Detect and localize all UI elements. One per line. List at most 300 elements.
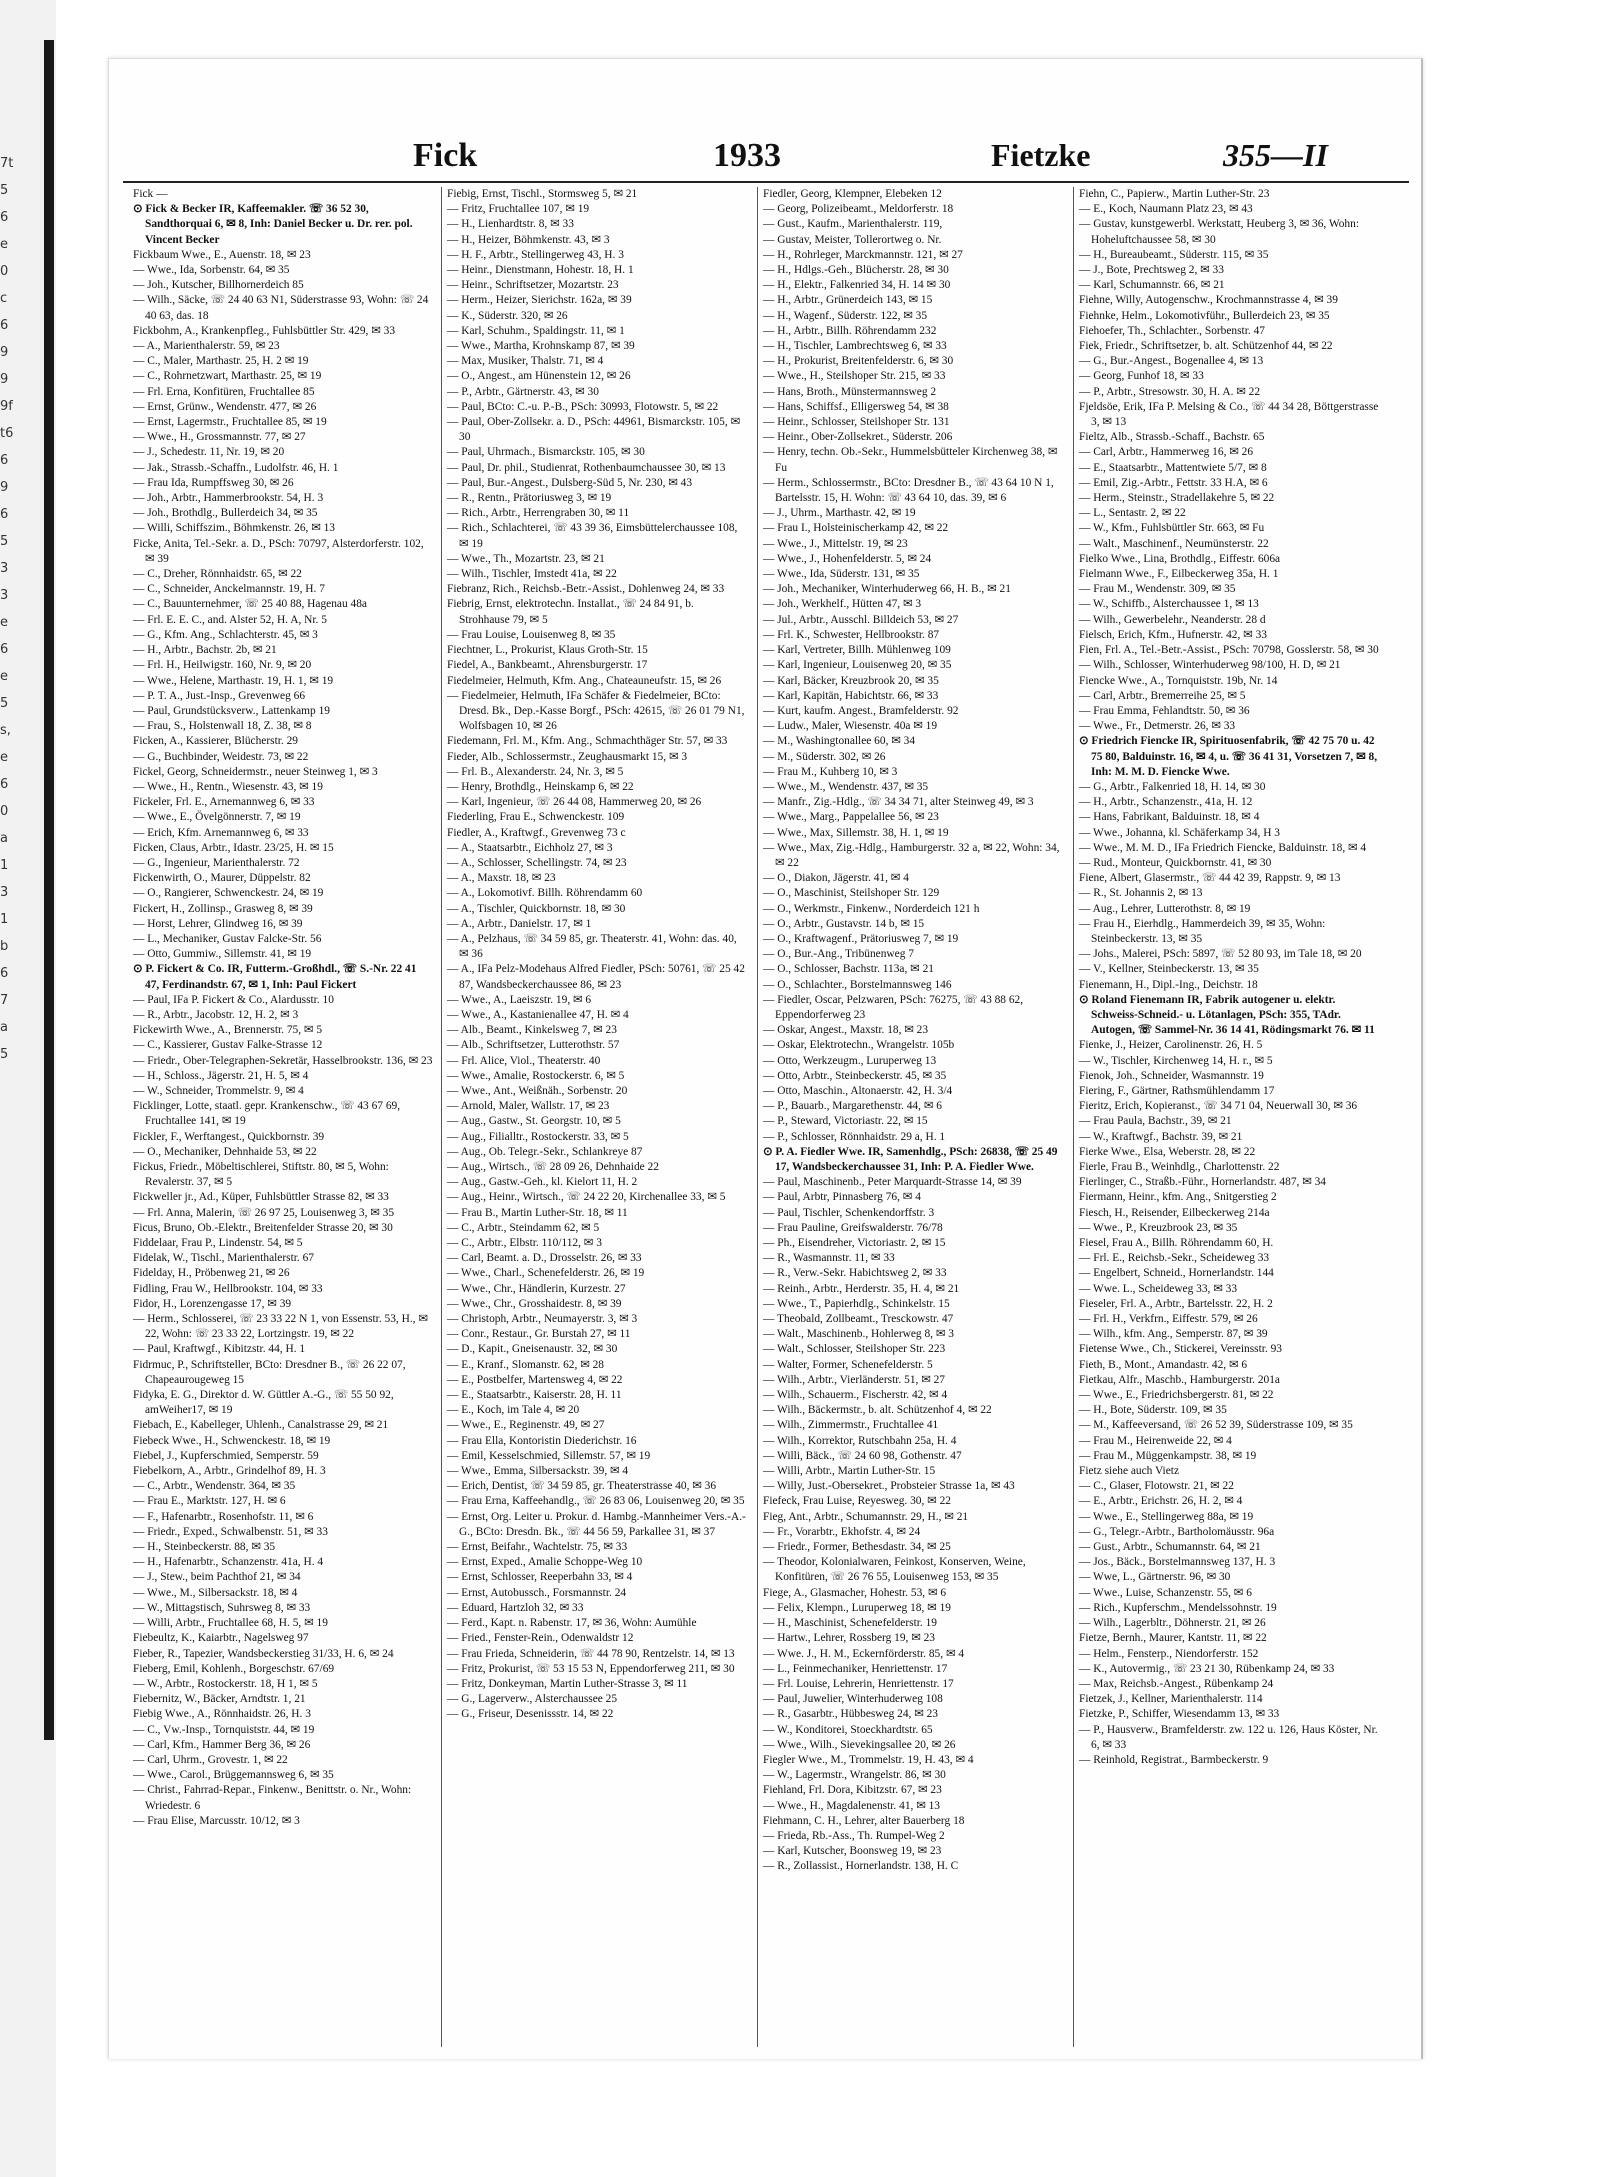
page-number: 355—II [1223,137,1328,173]
directory-entry: — Ernst, Org. Leiter u. Prokur. d. Hambg.-Mannheimer Vers.-A.-G., BCto: Dresdn. Bk., ☏ 44 56 59, Parkallee 31, ✉ 37 [447,1510,746,1538]
directory-entry: — G., Telegr.-Arbtr., Bartholomäusstr. 96a [1079,1525,1275,1538]
directory-entry: — Johs., Malerei, PSch: 5897, ☏ 52 80 93, im Tale 18, ✉ 20 [1079,948,1362,961]
directory-entry: — J., Uhrm., Marthastr. 42, ✉ 19 [763,507,916,520]
directory-entry: — Hartw., Lehrer, Rossberg 19, ✉ 23 [763,1632,936,1645]
directory-entry: — H., Elektr., Falkenried 34, H. 14 ✉ 30 [763,279,951,292]
directory-page [108,58,1423,2059]
directory-entry: — Otto, Werkzeugm., Luruperweg 13 [763,1054,937,1067]
directory-entry: — R., Wasmannstr. 11, ✉ 33 [763,1252,895,1265]
column-divider [441,187,442,2047]
column-divider [757,187,758,2047]
directory-entry: — C., Arbtr., Wendenstr. 364, ✉ 35 [133,1480,296,1493]
directory-entry: — Alb., Beamt., Kinkelsweg 7, ✉ 23 [447,1024,617,1037]
directory-entry: — Fr., Vorarbtr., Ekhofstr. 4, ✉ 24 [763,1525,921,1538]
directory-entry: — Frl. E. E. C., and. Alster 52, H. A, Nr. 5 [133,613,327,626]
directory-entry: — Gustav, kunstgewerbl. Werkstatt, Heuberg 3, ✉ 36, Wohn: Hoheluftchaussee 58, ✉ 30 [1079,218,1359,246]
directory-entry: — L., Feinmechaniker, Henriettenstr. 17 [763,1662,948,1675]
directory-entry: — Willy, Just.-Obersekret., Probsteier Strasse 1a, ✉ 43 [763,1480,1015,1493]
directory-entry: Fiehn, C., Papierw., Martin Luther-Str. 23 [1079,188,1270,200]
directory-entry: — Wwe., Wilh., Sievekingsallee 20, ✉ 26 [763,1738,956,1751]
directory-entry: — H., Bureaubeamt., Süderstr. 115, ✉ 35 [1079,248,1269,261]
directory-entry: — H., Maschinist, Schenefelderstr. 19 [763,1617,937,1630]
directory-entry: — Paul, Bur.-Angest., Dulsberg-Süd 5, Nr. 230, ✉ 43 [447,476,693,489]
directory-entry: — Fiedelmeier, Helmuth, IFa Schäfer & Fiedelmeier, BCto: Dresd. Bk., Dep.-Kasse Borgf., PSch: 42615, ☏ 26 01 79 N1, Wolfsbagen 10, ✉ 26 [447,689,745,733]
directory-entry: — Wwe., Max, Zig.-Hdlg., Hamburgerstr. 32 a, ✉ 22, Wohn: 34, ✉ 22 [763,841,1060,869]
directory-entry: — A., Pelzhaus, ☏ 34 59 85, gr. Theaterstr. 41, Wohn: das. 40, ✉ 36 [447,932,737,961]
directory-entry: — V., Kellner, Steinbeckerstr. 13, ✉ 35 [1079,963,1259,976]
directory-entry: — Alb., Schriftsetzer, Lutterothstr. 57 [447,1039,620,1052]
directory-entry: — Gust., Arbtr., Schumannstr. 64, ✉ 21 [1079,1541,1261,1554]
directory-entry: Fiebel, J., Kupferschmied, Semperstr. 59 [133,1449,319,1462]
directory-entry: — Aug., Filialltr., Rostockerstr. 33, ✉ 5 [447,1130,629,1143]
directory-entry: — Reinhold, Registrat., Barmbeckerstr. 9 [1079,1753,1269,1766]
directory-entry: — Herm., Schlosserei, ☏ 23 33 22 N 1, von Essenstr. 53, H., ✉ 22, Wohn: ☏ 23 33 22, Lortzingstr. 19, ✉ 22 [133,1313,428,1341]
directory-entry: Fierke Wwe., Elsa, Weberstr. 28, ✉ 22 [1079,1145,1256,1158]
directory-entry: — Heinr., Schlosser, Steilshoper Str. 131 [763,416,950,429]
directory-entry: Fiebeultz, K., Kaiarbtr., Nagelsweg 97 [133,1632,309,1645]
directory-entry: Fietzke, P., Schiffer, Wiesendamm 13, ✉ 33 [1079,1708,1280,1721]
directory-entry: — Wwe., E., Övelgönnerstr. 7, ✉ 19 [133,811,301,824]
directory-entry: — O., Schlosser, Bachstr. 113a, ✉ 21 [763,963,934,976]
directory-entry: — L., Mechaniker, Gustav Falcke-Str. 56 [133,932,322,945]
directory-entry: — W., Konditorei, Stoeckhardtstr. 65 [763,1723,933,1736]
directory-entry: — Carl, Arbtr., Hammerweg 16, ✉ 26 [1079,446,1254,459]
directory-entry: — Ernst, Autobussch., Forsmannstr. 24 [447,1586,627,1599]
directory-entry: Fiehmann, C. H., Lehrer, alter Bauerberg 18 [763,1814,965,1827]
directory-entry: — P., Steward, Victoriastr. 22, ✉ 15 [763,1115,928,1128]
directory-entry: Fidyka, E. G., Direktor d. W. Güttler A.-G., ☏ 55 50 92, amWeiher17, ✉ 19 [133,1389,394,1417]
directory-entry: ⊙ Friedrich Fiencke IR, Spirituosenfabrik, ☏ 42 75 70 u. 42 75 80, Balduinstr. 16, ✉ 4, u. ☏ 36 41 31, Vorsetzen 7, ✉ 8, Inh: M. M. D. Fiencke Wwe. [1079,735,1378,778]
directory-entry: — A., Staatsarbtr., Eichholz 27, ✉ 3 [447,841,613,854]
directory-entry: — Heinr., Ober-Zollsekret., Süderstr. 206 [763,431,953,444]
directory-entry: — Wwe., Ida, Süderstr. 131, ✉ 35 [763,568,920,581]
directory-entry: — P. T. A., Just.-Insp., Grevenweg 66 [133,689,306,702]
directory-entry: — Frl. B., Alexanderstr. 24, Nr. 3, ✉ 5 [447,765,624,778]
directory-entry: — Wwe., Amalie, Rostockerstr. 6, ✉ 5 [447,1069,625,1082]
directory-entry: — Wwe., H., Grossmannstr. 77, ✉ 27 [133,431,306,444]
directory-entry: — R., Rentn., Prätoriusweg 3, ✉ 19 [447,492,612,505]
directory-entry: — G., Arbtr., Falkenried 18, H. 14, ✉ 30 [1079,780,1266,793]
directory-entry: Fiechtner, L., Prokurist, Klaus Groth-Str. 15 [447,644,648,657]
directory-entry: — Wwe., J., Mittelstr. 19, ✉ 23 [763,537,908,550]
directory-entry: Fielko Wwe., Lina, Brothdlg., Eiffestr. 606a [1079,552,1281,565]
directory-entry: Fickeler, Frl. E., Arnemannweg 6, ✉ 33 [133,796,315,809]
directory-entry: — H., Steinbeckerstr. 88, ✉ 35 [133,1541,276,1554]
directory-entry: Fieritz, Erich, Kopieranst., ☏ 34 71 04, Neuerwall 30, ✉ 36 [1079,1100,1358,1113]
directory-entry: — Wilh., Bäckermstr., b. alt. Schützenhof 4, ✉ 22 [763,1404,992,1417]
directory-entry: — L., Sentastr. 2, ✉ 22 [1079,507,1186,520]
directory-entry: Fiering, F., Gärtner, Rathsmühlendamm 17 [1079,1084,1275,1097]
directory-entry: — G., Kfm. Ang., Schlachterstr. 45, ✉ 3 [133,628,318,641]
directory-entry: — Otto, Arbtr., Steinbeckerstr. 45, ✉ 35 [763,1069,947,1082]
directory-entry: — Hans, Schiffsf., Elligersweg 54, ✉ 38 [763,400,949,413]
directory-entry: — A., Schlosser, Schellingstr. 74, ✉ 23 [447,856,627,869]
directory-entry: — Wwe, L., Gärtnerstr. 96, ✉ 30 [1079,1571,1231,1584]
column-3 [763,187,1063,2047]
directory-entry: — Frl. Alice, Viol., Theaterstr. 40 [447,1054,601,1067]
directory-entry: — A., Tischler, Quickbornstr. 18, ✉ 30 [447,902,626,915]
column-1 [133,187,433,2047]
directory-entry: — Paul, IFa P. Fickert & Co., Alardusstr. 10 [133,993,334,1006]
directory-entry: Fiebach, E., Kabelleger, Uhlenh., Canalstrasse 29, ✉ 21 [133,1419,389,1432]
directory-entry: Fiedelmeier, Helmuth, Kfm. Ang., Chateauneufstr. 15, ✉ 26 [447,674,722,687]
directory-entry: — Wwe., Th., Mozartstr. 23, ✉ 21 [447,552,605,565]
directory-entry: — E., Koch, Naumann Platz 23, ✉ 43 [1079,203,1253,216]
directory-entry: — Ernst, Lagermstr., Fruchtallee 85, ✉ 19 [133,416,327,429]
directory-entry: Fickus, Friedr., Möbeltischlerei, Stiftstr. 80, ✉ 5, Wohn: Revalerstr. 37, ✉ 5 [133,1161,389,1189]
directory-entry: Fiebig, Ernst, Tischl., Stormsweg 5, ✉ 21 [447,188,638,200]
directory-entry: — F., Hafenarbtr., Rosenhofstr. 11, ✉ 6 [133,1510,314,1523]
directory-entry: — Frau Erna, Kaffeehandlg., ☏ 26 83 06, Louisenweg 20, ✉ 35 [447,1495,745,1508]
directory-entry: — Ferd., Kapt. n. Rabenstr. 17, ✉ 36, Wohn: Aumühle [447,1617,697,1630]
directory-entry: — Frau E., Marktstr. 127, H. ✉ 6 [133,1495,286,1508]
directory-entry: Ficke, Anita, Tel.-Sekr. a. D., PSch: 70797, Alsterdorferstr. 102, ✉ 39 [133,537,424,565]
directory-entry: Fietense Wwe., Ch., Stickerei, Vereinsstr. 93 [1079,1343,1282,1356]
directory-entry: — Wwe., H., Rentn., Wiesenstr. 43, ✉ 19 [133,780,323,793]
directory-entry: — Paul, Kraftwgf., Kibitzstr. 44, H. 1 [133,1343,306,1356]
directory-entry: — E., Staatsarbtr., Kaiserstr. 28, H. 11 [447,1389,622,1402]
directory-entry: — Frl. E., Reichsb.-Sekr., Scheideweg 33 [1079,1252,1270,1265]
directory-entry: — D., Kapit., Gneisenaustr. 32, ✉ 30 [447,1343,618,1356]
directory-entry: — H., Rohrleger, Marckmannstr. 121, ✉ 27 [763,248,963,261]
directory-entry: — Oskar, Elektrotechn., Wrangelstr. 105b [763,1039,955,1052]
directory-entry: — H., Schloss., Jägerstr. 21, H. 5, ✉ 4 [133,1069,309,1082]
directory-entry: — Hans, Fabrikant, Balduinstr. 18, ✉ 4 [1079,811,1260,824]
directory-entry: — P., Bauarb., Margarethenstr. 44, ✉ 6 [763,1100,942,1113]
directory-entry: — W., Lagermstr., Wrangelstr. 86, ✉ 30 [763,1769,946,1782]
directory-entry: Fiedler, Georg, Klempner, Elebeken 12 [763,188,942,200]
directory-entry: Fidelday, H., Pröbenweg 21, ✉ 26 [133,1267,290,1280]
directory-entry: — H., Tischler, Lambrechtsweg 6, ✉ 33 [763,340,947,353]
directory-entry: — E., Postbelfer, Martensweg 4, ✉ 22 [447,1373,623,1386]
directory-entry: — Gustav, Meister, Tollerortweg o. Nr. [763,233,942,246]
directory-entry: — Carl, Uhrm., Grovestr. 1, ✉ 22 [133,1753,288,1766]
directory-entry: — Aug., Wirtsch., ☏ 28 09 26, Dehnhaide 22 [447,1161,659,1173]
directory-entry: Fietze, Bernh., Maurer, Kantstr. 11, ✉ 22 [1079,1632,1267,1645]
directory-entry: — Wilh., Zimmermstr., Fruchtallee 41 [763,1419,939,1432]
directory-entry: — Wwe., T., Papierhdlg., Schinkelstr. 15 [763,1297,950,1310]
directory-entry: — Emil, Kesselschmied, Sillemstr. 57, ✉ 19 [447,1449,651,1462]
directory-entry: — Wwe., A., Kastanienallee 47, H. ✉ 4 [447,1008,629,1021]
directory-entry: — Walt., Maschinenb., Hohlerweg 8, ✉ 3 [763,1328,954,1341]
directory-entry: — Paul, BCto: C.-u. P.-B., PSch: 30993, Flotowstr. 5, ✉ 22 [447,400,719,413]
directory-entry: — Walt., Schlosser, Steilshoper Str. 223 [763,1343,946,1356]
directory-entry: — Wwe., Ida, Sorbenstr. 64, ✉ 35 [133,264,290,277]
directory-entry: — Helm., Fensterp., Niendorferstr. 152 [1079,1647,1259,1660]
directory-entry: — W., Tischler, Kirchenweg 14, H. r., ✉ 5 [1079,1054,1273,1067]
directory-entry: — Max, Reichsb.-Angest., Rübenkamp 24 [1079,1677,1274,1690]
directory-entry: — Karl, Schumannstr. 66, ✉ 21 [1079,279,1225,292]
directory-entry: — Paul, Juwelier, Winterhuderweg 108 [763,1693,943,1706]
directory-entry: — Wwe., J., Hohenfelderstr. 5, ✉ 24 [763,552,932,565]
directory-entry: — H., Hdlgs.-Geh., Blücherstr. 28, ✉ 30 [763,264,949,277]
directory-entry: — Aug., Heinr., Wirtsch., ☏ 24 22 20, Kirchenallee 33, ✉ 5 [447,1191,726,1204]
directory-entry: — Frau Louise, Louisenweg 8, ✉ 35 [447,628,616,641]
directory-entry: — Paul, Maschinenb., Peter Marquardt-Strasse 14, ✉ 39 [763,1176,1022,1189]
directory-entry: — Gust., Kaufm., Marienthalerstr. 119, [763,218,943,231]
directory-entry: — Karl, Ingenieur, Louisenweg 20, ✉ 35 [763,659,952,672]
directory-entry: Fickweller jr., Ad., Küper, Fuhlsbüttler Strasse 82, ✉ 33 [133,1191,389,1204]
directory-entry: — Fritz, Fruchtallee 107, ✉ 19 [447,203,590,216]
directory-entry: Fiebernitz, W., Bäcker, Arndtstr. 1, 21 [133,1693,306,1706]
directory-entry: — Wwe., Ant., Weißnäh., Sorbenstr. 20 [447,1084,628,1097]
directory-entry: — H., Hafenarbtr., Schanzenstr. 41a, H. 4 [133,1556,324,1569]
directory-entry: — W., Kraftwgf., Bachstr. 39, ✉ 21 [1079,1130,1243,1143]
directory-entry: — Wwe., Max, Sillemstr. 38, H. 1, ✉ 19 [763,826,949,839]
directory-entry: — Willi, Schiffszim., Böhmkenstr. 26, ✉ 13 [133,522,335,535]
directory-entry: — Aug., Ob. Telegr.-Sekr., Schlankreye 87 [447,1145,643,1158]
directory-entry: ⊙ Fick & Becker IR, Kaffeemakler. ☏ 36 52 30, Sandthorquai 6, ✉ 8, Inh: Daniel Becker u. Dr. rer. pol. Vincent Becker [133,203,413,246]
directory-entry: Fiebelkorn, A., Arbtr., Grindelhof 89, H. 3 [133,1465,326,1478]
directory-entry: — Frau M., Wendenstr. 309, ✉ 35 [1079,583,1236,596]
directory-entry: Fielsch, Erich, Kfm., Hufnerstr. 42, ✉ 33 [1079,628,1267,641]
directory-entry: Fieg, Ant., Arbtr., Schumannstr. 29, H., ✉ 21 [763,1510,969,1523]
directory-entry: — Wilh., Schauerm., Fischerstr. 42, ✉ 4 [763,1389,948,1402]
directory-entry: Fiehoefer, Th., Schlachter., Sorbenstr. 47 [1079,324,1265,337]
directory-entry: — Wilh., Säcke, ☏ 24 40 63 N1, Süderstrasse 93, Wohn: ☏ 24 40 63, das. 18 [133,294,429,322]
directory-entry: — Wwe., H., Magdalenenstr. 41, ✉ 13 [763,1799,940,1812]
directory-entry: — Karl, Kapitän, Habichtstr. 66, ✉ 33 [763,689,939,702]
directory-entry: Fieber, R., Tapezier, Wandsbeckerstieg 31/33, H. 6, ✉ 24 [133,1647,394,1660]
directory-entry: — E., Staatsarbtr., Mattentwiete 5/7, ✉ 8 [1079,461,1267,474]
directory-entry: — Henry, Brothdlg., Heinskamp 6, ✉ 22 [447,780,634,793]
directory-entry: — W., Kfm., Fuhlsbüttler Str. 663, ✉ Fu [1079,522,1265,535]
page-header [133,137,1405,175]
directory-entry: — Paul, Ober-Zollsekr. a. D., PSch: 44961, Bismarckstr. 105, ✉ 30 [447,416,741,444]
directory-entry: Fiedler, A., Kraftwgf., Grevenweg 73 c [447,826,626,839]
directory-entry: — Wwe. L., Scheideweg 33, ✉ 33 [1079,1282,1238,1295]
directory-entry: — Carl, Kfm., Hammer Berg 36, ✉ 26 [133,1738,311,1751]
directory-entry: — Christoph, Arbtr., Neumayerstr. 3, ✉ 3 [447,1313,638,1326]
directory-entry: — W., Arbtr., Rostockerstr. 18, H 1, ✉ 5 [133,1677,318,1690]
directory-entry: — Wwe., Fr., Detmerstr. 26, ✉ 33 [1079,720,1236,733]
directory-entry: — C., Arbtr., Elbstr. 110/112, ✉ 3 [447,1237,602,1250]
directory-entry: — Wwe., Chr., Händlerin, Kurzestr. 27 [447,1282,626,1295]
directory-entry: — Frau I., Holsteinischerkamp 42, ✉ 22 [763,522,949,535]
directory-entry: — Wwe., Carol., Brüggemannsweg 6, ✉ 35 [133,1769,334,1782]
directory-entry: — Wilh., Lagerbltr., Döhnerstr. 21, ✉ 26 [1079,1617,1266,1630]
directory-entry: — A., Arbtr., Danielstr. 17, ✉ 1 [447,917,592,930]
directory-entry: — C., Kassierer, Gustav Falke-Strasse 12 [133,1039,323,1052]
directory-entry: — Fritz, Prokurist, ☏ 53 15 53 N, Eppendorferweg 211, ✉ 30 [447,1662,735,1675]
directory-entry: Fienemann, H., Dipl.-Ing., Deichstr. 18 [1079,978,1258,991]
directory-entry: — H., Arbtr., Schanzenstr., 41a, H. 12 [1079,796,1253,809]
directory-entry: — O., Bur.-Ang., Tribünenweg 7 [763,948,914,961]
directory-entry: — C., Glaser, Flotowstr. 21, ✉ 22 [1079,1480,1234,1493]
directory-entry: — O., Maschinist, Steilshoper Str. 129 [763,887,940,900]
directory-entry: — P., Arbtr., Gärtnerstr. 43, ✉ 30 [447,385,599,398]
directory-entry: — P., Hausverw., Bramfelderstr. zw. 122 u. 126, Haus Köster, Nr. 6, ✉ 33 [1079,1723,1378,1751]
directory-entry: — Wwe. J., H. M., Eckernförderstr. 85, ✉ 4 [763,1647,965,1660]
directory-entry: — Herm., Schlossermstr., BCto: Dresdner B., ☏ 43 64 10 N 1, Bartelsstr. 15, H. Wohn: ☏ 43 64 10, das. 39, ✉ 6 [763,476,1054,505]
directory-entry: — Friedr., Ober-Telegraphen-Sekretär, Hasselbrookstr. 136, ✉ 23 [133,1054,433,1067]
directory-entry: — J., Schedestr. 11, Nr. 19, ✉ 20 [133,446,285,459]
directory-entry: — M., Washingtonallee 60, ✉ 34 [763,735,916,748]
directory-entry: Fiesch, H., Reisender, Eilbeckerweg 214a [1079,1206,1270,1219]
directory-entry: — Paul, Grundstücksverw., Lattenkamp 19 [133,704,330,717]
directory-entry: — P., Arbtr., Stresowstr. 30, H. A. ✉ 22 [1079,385,1261,398]
directory-entry: — Hans, Broth., Münstermannsweg 2 [763,385,937,398]
directory-entry: — Wwe., E., Reginenstr. 49, ✉ 27 [447,1419,605,1432]
directory-entry: Fiederling, Frau E., Schwenckestr. 109 [447,811,625,824]
directory-entry: Fieseler, Frl. A., Arbtr., Bartelsstr. 22, H. 2 [1079,1297,1273,1310]
directory-entry: Fietz siehe auch Vietz [1079,1465,1180,1478]
directory-entry: — Wilh., Tischler, Imstedt 41a, ✉ 22 [447,568,617,581]
directory-entry: Ficklinger, Lotte, staatl. gepr. Krankenschw., ☏ 43 67 69, Fruchtallee 141, ✉ 19 [133,1100,401,1128]
directory-entry: — Frau, S., Holstenwall 18, Z. 38, ✉ 8 [133,720,312,733]
directory-entry: Fien, Frl. A., Tel.-Betr.-Assist., PSch: 70798, Gosslerstr. 58, ✉ 30 [1079,644,1379,657]
directory-entry: — Joh., Brothdlg., Bullerdeich 34, ✉ 35 [133,507,318,520]
directory-entry: — Ludw., Maler, Wiesenstr. 40a ✉ 19 [763,720,938,733]
directory-entry: — K., Süderstr. 320, ✉ 26 [447,309,568,322]
directory-entry: — C., Arbtr., Steindamm 62, ✉ 5 [447,1221,600,1234]
directory-entry: — Herm., Steinstr., Stradellakehre 5, ✉ 22 [1079,492,1275,505]
directory-entry: — Frau Ella, Kontoristin Diederichstr. 16 [447,1434,637,1447]
directory-entry: — Karl, Bäcker, Kreuzbrook 20, ✉ 35 [763,674,939,687]
directory-entry: — Wwe., Johanna, kl. Schäferkamp 34, H 3 [1079,826,1280,839]
directory-entry: — Wilh., Korrektor, Rutschbahn 25a, H. 4 [763,1434,957,1447]
directory-entry: Fickert, H., Zollinsp., Grasweg 8, ✉ 39 [133,902,313,915]
directory-entry: — Theobald, Zollbeamt., Tresckowstr. 47 [763,1313,954,1326]
directory-entry: — A., Maxstr. 18, ✉ 23 [447,872,556,885]
directory-entry: — Friedr., Exped., Schwalbenstr. 51, ✉ 33 [133,1525,328,1538]
directory-entry: — Ph., Eisendreher, Victoriastr. 2, ✉ 15 [763,1237,946,1250]
directory-entry: Fieder, Alb., Schlossermstr., Zeughausmarkt 15, ✉ 3 [447,750,688,763]
directory-entry: — Conr., Restaur., Gr. Burstah 27, ✉ 11 [447,1328,631,1341]
directory-entry: Fiehnke, Helm., Lokomotivführ., Bullerdeich 23, ✉ 35 [1079,309,1330,322]
directory-entry: — Paul, Arbtr, Pinnasberg 76, ✉ 4 [763,1191,921,1204]
directory-entry: — Otto, Gummiw., Sillemstr. 41, ✉ 19 [133,948,312,961]
directory-entry: — Rud., Monteur, Quickbornstr. 41, ✉ 30 [1079,856,1272,869]
directory-entry: — Wwe., M., Wendenstr. 437, ✉ 35 [763,780,929,793]
directory-entry: Fierle, Frau B., Weinhdlg., Charlottenstr. 22 [1079,1161,1280,1173]
directory-entry: — Eduard, Hartzloh 32, ✉ 33 [447,1601,584,1614]
directory-entry: — Paul, Uhrmach., Bismarckstr. 105, ✉ 30 [447,446,645,459]
directory-entry: — Wilh., kfm. Ang., Semperstr. 87, ✉ 39 [1079,1328,1268,1341]
directory-entry: — O., Rangierer, Schwenckestr. 24, ✉ 19 [133,887,324,900]
directory-entry: — Otto, Maschin., Altonaerstr. 42, H. 3/4 [763,1084,953,1097]
directory-entry: — Wwe., Charl., Schenefelderstr. 26, ✉ 19 [447,1267,645,1280]
directory-entry: — Frau H., Eierhdlg., Hammerdeich 39, ✉ 35, Wohn: Steinbeckerstr. 13, ✉ 35 [1079,917,1326,945]
directory-entry: — O., Arbtr., Gustavstr. 14 b, ✉ 15 [763,917,925,930]
directory-entry: — Wwe., P., Kreuzbrook 23, ✉ 35 [1079,1221,1238,1234]
directory-entry: — Wwe., Helene, Marthastr. 19, H. 1, ✉ 19 [133,674,334,687]
directory-entry: — A., Marienthalerstr. 59, ✉ 23 [133,340,280,353]
directory-entry: Fiene, Albert, Glasermstr., ☏ 44 42 39, Rappstr. 9, ✉ 13 [1079,872,1341,885]
directory-entry: — Christ., Fahrrad-Repar., Finkenw., Benittstr. o. Nr., Wohn: Wriedestr. 6 [133,1784,412,1812]
directory-entry: Fietkau, Alfr., Maschb., Hamburgerstr. 201a [1079,1373,1280,1386]
directory-entry: — M., Kaffeeversand, ☏ 26 52 39, Süderstrasse 109, ✉ 35 [1079,1419,1353,1432]
directory-entry: Fiehland, Frl. Dora, Kibitzstr. 67, ✉ 23 [763,1784,942,1797]
directory-entry: Fiencke Wwe., A., Tornquiststr. 19b, Nr. 14 [1079,674,1278,687]
directory-entry: — Karl, Ingenieur, ☏ 26 44 08, Hammerweg 20, ✉ 26 [447,796,702,809]
directory-entry: Fiefeck, Frau Luise, Reyesweg. 30, ✉ 22 [763,1495,951,1508]
directory-entry: — H., Arbtr., Grünerdeich 143, ✉ 15 [763,294,933,307]
directory-entry: — Walter, Former, Schenefelderstr. 5 [763,1358,933,1371]
directory-entry: — Felix, Klempn., Luruperweg 18, ✉ 19 [763,1601,951,1614]
directory-entry: Ficus, Bruno, Ob.-Elektr., Breitenfelder Strasse 20, ✉ 30 [133,1221,393,1234]
facing-page-edge [0,0,56,2177]
directory-entry: Fierlinger, C., Straßb.-Führ., Hornerlandstr. 487, ✉ 34 [1079,1176,1326,1189]
directory-entry: ⊙ P. Fickert & Co. IR, Futterm.-Großhdl., ☏ S.-Nr. 22 41 47, Ferdinandstr. 67, ✉ 1, Inh: Paul Fickert [133,963,417,991]
directory-entry: Fickbohm, A., Krankenpfleg., Fuhlsbüttler Str. 429, ✉ 33 [133,324,396,337]
directory-entry: — Frau Frieda, Schneiderin, ☏ 44 78 90, Rentzelstr. 14, ✉ 13 [447,1647,735,1660]
directory-entry: — Jos., Bäck., Borstelmannsweg 137, H. 3 [1079,1556,1276,1569]
directory-entry: — Frau M., Heirenweide 22, ✉ 4 [1079,1434,1232,1447]
directory-entry: — Georg, Funhof 18, ✉ 33 [1079,370,1204,383]
directory-entry: — H., Wagenf., Süderstr. 122, ✉ 35 [763,309,928,322]
directory-entry: — R., Verw.-Sekr. Habichtsweg 2, ✉ 33 [763,1267,947,1280]
directory-entry: — Frau Elise, Marcusstr. 10/12, ✉ 3 [133,1814,300,1827]
directory-entry: Fiesel, Frau A., Billh. Röhrendamm 60, H. [1079,1237,1274,1250]
directory-entry: Fiebig Wwe., A., Rönnhaidstr. 26, H. 3 [133,1708,311,1721]
directory-entry: — Karl, Kutscher, Boonsweg 19, ✉ 23 [763,1845,942,1858]
directory-entry: — Wwe., Luise, Schanzenstr. 55, ✉ 6 [1079,1586,1252,1599]
directory-entry: — Georg, Polizeibeamt., Meldorferstr. 18 [763,203,954,216]
directory-entry: Fiebrig, Ernst, elektrotechn. Installat., ☏ 24 84 91, b. Strohhause 79, ✉ 5 [447,598,694,626]
directory-entry: — Willi, Bäck., ☏ 24 60 98, Gothenstr. 47 [763,1449,962,1462]
directory-entry: — E., Kranf., Slomanstr. 62, ✉ 28 [447,1358,604,1371]
directory-entry: — C., Bauunternehmer, ☏ 25 40 88, Hagenau 48a [133,598,367,611]
directory-entry: — H., Arbtr., Billh. Röhrendamm 232 [763,324,937,337]
directory-entry: — Frl. Erna, Konfitüren, Fruchtallee 85 [133,385,315,398]
directory-entry: — H., Heizer, Böhmkenstr. 43, ✉ 3 [447,233,610,246]
directory-entry: — Wwe., Chr., Grosshaidestr. 8, ✉ 39 [447,1297,622,1310]
directory-entry: — Max, Musiker, Thalstr. 71, ✉ 4 [447,355,604,368]
directory-entry: — Frau Pauline, Greifswalderstr. 76/78 [763,1221,943,1234]
directory-entry: Fickler, F., Werftangest., Quickbornstr. 39 [133,1130,325,1143]
directory-entry: — Rich., Arbtr., Herrengraben 30, ✉ 11 [447,507,630,520]
directory-columns [129,187,1409,2047]
directory-entry: — Ernst, Schlosser, Reeperbahn 33, ✉ 4 [447,1571,633,1584]
directory-entry: — Frau Emma, Fehlandtstr. 50, ✉ 36 [1079,704,1250,717]
directory-entry: ⊙ P. A. Fiedler Wwe. IR, Samenhdlg., PSch: 26838, ☏ 25 49 17, Wandsbeckerchaussee 31, Inh: P. A. Fiedler Wwe. [763,1145,1058,1173]
directory-entry: — Manfr., Zig.-Hdlg., ☏ 34 34 71, alter Steinweg 49, ✉ 3 [763,796,1034,809]
directory-entry: — C., Dreher, Rönnhaidstr. 65, ✉ 22 [133,568,302,581]
directory-entry: — Wwe., H., Steilshoper Str. 215, ✉ 33 [763,370,946,383]
directory-entry: Fidelak, W., Tischl., Marienthalerstr. 67 [133,1252,314,1265]
directory-entry: Fidling, Frau W., Hellbrookstr. 104, ✉ 33 [133,1282,323,1295]
facing-page-fragments: 7t56e0c6999ft6696533e6e5s,e60a131b67a5 [0,156,14,1062]
column-2 [447,187,747,2047]
directory-entry: — Aug., Gastw.-Geh., kl. Kielort 11, H. 2 [447,1176,638,1189]
directory-entry: — O., Werkmstr., Finkenw., Norderdeich 121 h [763,902,980,915]
directory-entry: — R., Zollassist., Hornerlandstr. 138, H. C [763,1860,959,1873]
directory-entry: — Aug., Gastw., St. Georgstr. 10, ✉ 5 [447,1115,621,1128]
directory-entry: — Kurt, kaufm. Angest., Bramfelderstr. 92 [763,704,959,717]
column-divider [1073,187,1074,2047]
directory-entry: — Frieda, Rb.-Ass., Th. Rumpel-Weg 2 [763,1829,945,1842]
directory-entry: — O., Angest., am Hünenstein 12, ✉ 26 [447,370,631,383]
directory-entry: Fidor, H., Lorenzengasse 17, ✉ 39 [133,1297,292,1310]
directory-entry: Fickewirth Wwe., A., Brennerstr. 75, ✉ 5 [133,1024,323,1037]
directory-entry: — Theodor, Kolonialwaren, Feinkost, Konserven, Weine, Konfitüren, ☏ 26 76 55, Louisenweg 153, ✉ 35 [763,1556,1026,1584]
directory-entry: — Frau M., Müggenkampstr. 38, ✉ 19 [1079,1449,1257,1462]
directory-entry: — Wwe., E., Friedrichsbergerstr. 81, ✉ 22 [1079,1389,1274,1402]
directory-entry: — O., Schlachter., Borstelmannsweg 146 [763,978,952,991]
directory-entry: Fielmann Wwe., F., Eilbeckerweg 35a, H. 1 [1079,568,1279,581]
directory-entry: — Paul, Tischler, Schenkendorffstr. 3 [763,1206,935,1219]
directory-entry: — Fried., Fenster-Rein., Odenwaldstr 12 [447,1632,634,1645]
directory-entry: — Reinh., Arbtr., Herderstr. 35, H. 4, ✉ 21 [763,1282,960,1295]
directory-entry: — Willi, Arbtr., Martin Luther-Str. 15 [763,1465,936,1478]
directory-entry: — Ernst, Beifahr., Wachtelstr. 75, ✉ 33 [447,1541,628,1554]
directory-entry: Ficken, Claus, Arbtr., Idastr. 23/25, H. ✉ 15 [133,841,334,854]
directory-entry: — Aug., Lehrer, Lutterothstr. 8, ✉ 19 [1079,902,1251,915]
directory-entry: — Wwe., Martha, Krohnskamp 87, ✉ 39 [447,340,635,353]
header-year: 1933 [713,137,781,174]
directory-entry: — Herm., Heizer, Sierichstr. 162a, ✉ 39 [447,294,632,307]
